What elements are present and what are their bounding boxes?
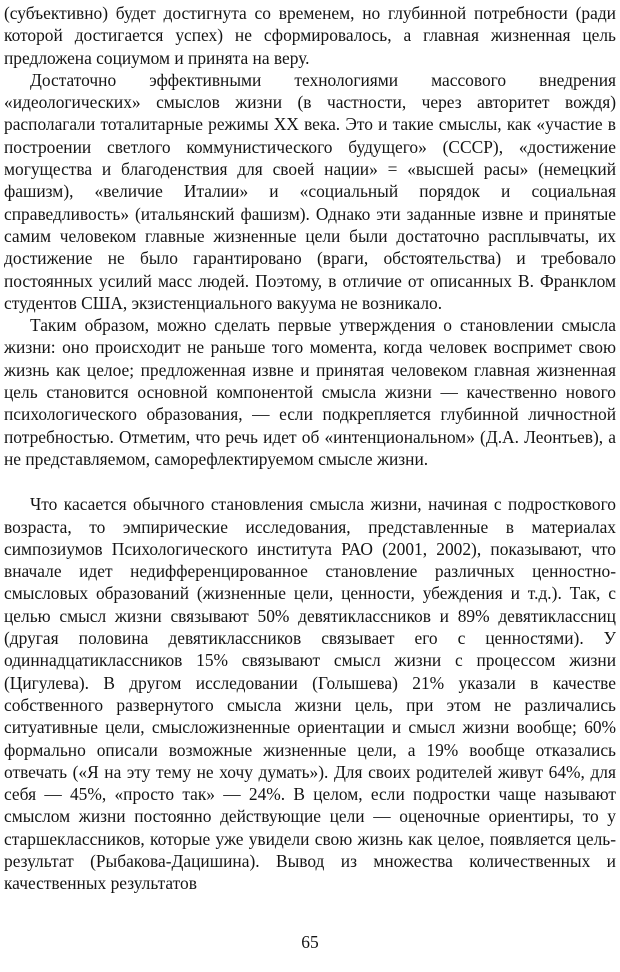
paragraph-ideological-meanings: Достаточно эффективными технологиями массового внедрения «идеологических» смыслов жизни (в частности, через авторитет вождя) располагали тоталитарные режимы XX века. Это и такие смыслы, как «участие в построении светлого коммунистического будущего» (СССР), «достижение могущества и благоденствия для своей нации» = «высшей расы» (немецкий фашизм), «величие Италии» и «социальный порядок и социальная справедливость» (итальянский фашизм). Однако эти заданные извне и принятые самим человеком главные жизненные цели были достаточно расплывчаты, их достижение не было гарантировано (враги, обстоятельства) и требовало постоянных усилий масс людей. Поэтому, в отличие от описанных В. Франклом студентов США, экзистенциального вакуума не возникало.	[4, 69, 616, 313]
section-gap	[4, 470, 616, 493]
paragraph-first-statements: Таким образом, можно сделать первые утверждения о становлении смысла жизни: оно происходит не раньше того момента, когда человек воспримет свою жизнь как целое; предложенная извне и принятая человеком главная жизненная цель становится основной компонентой смысла жизни — качественно нового психологического образования, — если подкрепляется глубинной личностной потребностью. Отметим, что речь идет об «интенциональном» (Д.А. Леонтьев), а не представляемом, саморефлектируемом смысле жизни.	[4, 315, 616, 469]
paragraph-empirical-studies: Что касается обычного становления смысла жизни, начиная с подросткового возраста, то эмпирические исследования, представленные в материалах симпозиумов Психологического института РАО (2001, 2002), показывают, что вначале идет недифференцированное становление различных ценностно-смысловых образований (жизненные цели, ценности, убеждения и т.д.). Так, с целью смысл жизни связывают 50% девятиклассников и 89% девятиклассниц (другая половина девятиклассников связывает его с ценностями). У одиннадцатиклассников 15% связывают смысл жизни с процессом жизни (Цигулева). В другом исследовании (Голышева) 21% указали в качестве собственного развернутого смысла жизни цель, при этом не различались ситуативные цели, смысложизненные ориентации и смысл жизни вообще; 60% формально описали возможные жизненные цели, а 19% вообще отказались отвечать («Я на эту тему не хочу думать»). Для своих родителей живут 64%, для себя — 45%, «просто так» — 24%. В целом, если подростки чаще называют смыслом жизни постоянно действующие цели — оценочные ориентиры, то у старшеклассников, которые уже увидели свою жизнь как целое, появляется цель-результат (Рыбакова-Дацишина). Вывод из множества количественных и качественных результатов	[4, 494, 616, 894]
page-number: 65	[301, 932, 319, 952]
paragraph-continuation: (субъективно) будет достигнута со временем, но глубинной потребности (ради которой достигается успех) не сформировалось, а главная жизненная цель предложена социумом и принята на веру.	[4, 3, 616, 68]
